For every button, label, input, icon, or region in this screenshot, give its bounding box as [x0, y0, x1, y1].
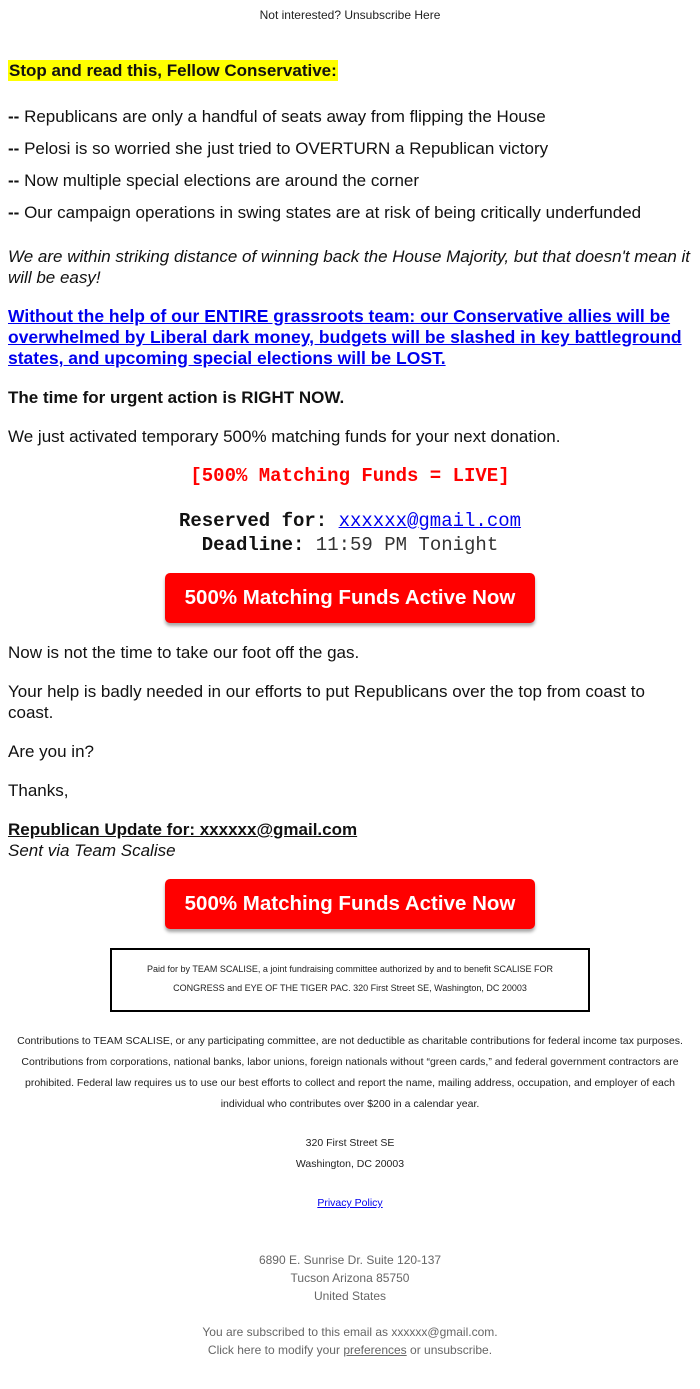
bullet-text: Now multiple special elections are around the corner	[24, 171, 420, 190]
list-item	[8, 106, 692, 138]
modify-pre: Click here to modify your	[207, 1343, 344, 1357]
sent-via: Sent via Team Scalise	[8, 841, 176, 860]
modify-line	[0, 1341, 700, 1359]
urgent-action: The time for urgent action is RIGHT NOW.	[8, 388, 345, 407]
sender-line1: 6890 E. Sunrise Dr. Suite 120-137	[258, 1253, 442, 1267]
italic-paragraph: We are within striking distance of winning back the House Majority, but that doesn't mean it will be easy!	[8, 247, 691, 287]
paid-for-text: Paid for by TEAM SCALISE, a joint fundraising committee authorized by and to benefit SCALISE FOR CONGRESS and EYE OF THE TIGER PAC. 320 First Street SE, Washington, DC 20003	[146, 964, 554, 993]
modify-post: or unsubscribe.	[406, 1343, 493, 1357]
preferences-link[interactable]: preferences	[343, 1343, 407, 1357]
address-line1: 320 First Street SE	[305, 1137, 395, 1149]
privacy-wrap	[0, 1193, 700, 1214]
reserved-line	[8, 509, 692, 533]
bullet-text: Republicans are only a handful of seats away from flipping the House	[24, 107, 546, 126]
reserved-email-link[interactable]: xxxxxx@gmail.com	[338, 510, 522, 532]
deadline-line	[8, 533, 692, 557]
dash: --	[8, 139, 20, 158]
bullet-text: Pelosi is so worried she just tried to OVERTURN a Republican victory	[24, 139, 549, 158]
dash: --	[8, 107, 20, 126]
sender-line2: Tucson Arizona 85750	[290, 1271, 410, 1285]
bullet-text: Our campaign operations in swing states are at risk of being critically underfunded	[24, 203, 642, 222]
paid-for-box	[110, 948, 590, 1012]
unsubscribe-link[interactable]: Not interested? Unsubscribe Here	[259, 8, 441, 22]
deadline-label: Deadline:	[201, 534, 305, 556]
thanks: Thanks,	[8, 781, 69, 800]
activated-text: We just activated temporary 500% matching funds for your next donation.	[8, 427, 561, 446]
paragraph-are-you-in: Are you in?	[8, 742, 94, 761]
republican-update: Republican Update for: xxxxxx@gmail.com	[8, 820, 358, 839]
dash: --	[8, 171, 20, 190]
matching-funds-button[interactable]: 500% Matching Funds Active Now	[165, 573, 535, 623]
list-item	[8, 170, 692, 202]
matching-live: [500% Matching Funds = LIVE]	[190, 465, 510, 487]
bullet-list	[8, 106, 692, 234]
headline-row	[8, 60, 692, 81]
address-line2: Washington, DC 20003	[295, 1158, 405, 1170]
list-item	[8, 202, 692, 234]
paragraph-help: Your help is badly needed in our efforts to put Republicans over the top from coast to coast.	[8, 682, 645, 722]
dash: --	[8, 203, 20, 222]
grassroots-link[interactable]: Without the help of our ENTIRE grassroots team: our Conservative allies will be overwhelmed by Liberal dark money, budgets will be slashed in key battleground states, and upcoming special elections will be LOST.	[8, 306, 682, 368]
subscribed-text: You are subscribed to this email as xxxxxx@gmail.com.	[202, 1325, 498, 1339]
grassroots-link-wrap	[8, 306, 692, 369]
reserved-label: Reserved for:	[178, 510, 328, 532]
list-item	[8, 138, 692, 170]
matching-funds-button-2[interactable]: 500% Matching Funds Active Now	[165, 879, 535, 929]
disclaimer: Contributions to TEAM SCALISE, or any participating committee, are not deductible as charitable contributions for federal income tax purposes. Contributions from corporations, national banks, labor unions, foreign nationals without “green cards,” and federal government contractors are prohibited. Federal law requires us to use our best efforts to collect and report the name, mailing address, occupation, and employer of each individual who contributes over $200 in a calendar year.	[17, 1035, 683, 1110]
deadline-value: 11:59 PM Tonight	[315, 534, 499, 556]
paragraph-gas: Now is not the time to take our foot off the gas.	[8, 643, 360, 662]
headline: Stop and read this, Fellow Conservative:	[9, 61, 337, 80]
privacy-policy-link[interactable]: Privacy Policy	[317, 1197, 383, 1209]
sender-line3: United States	[313, 1289, 387, 1303]
